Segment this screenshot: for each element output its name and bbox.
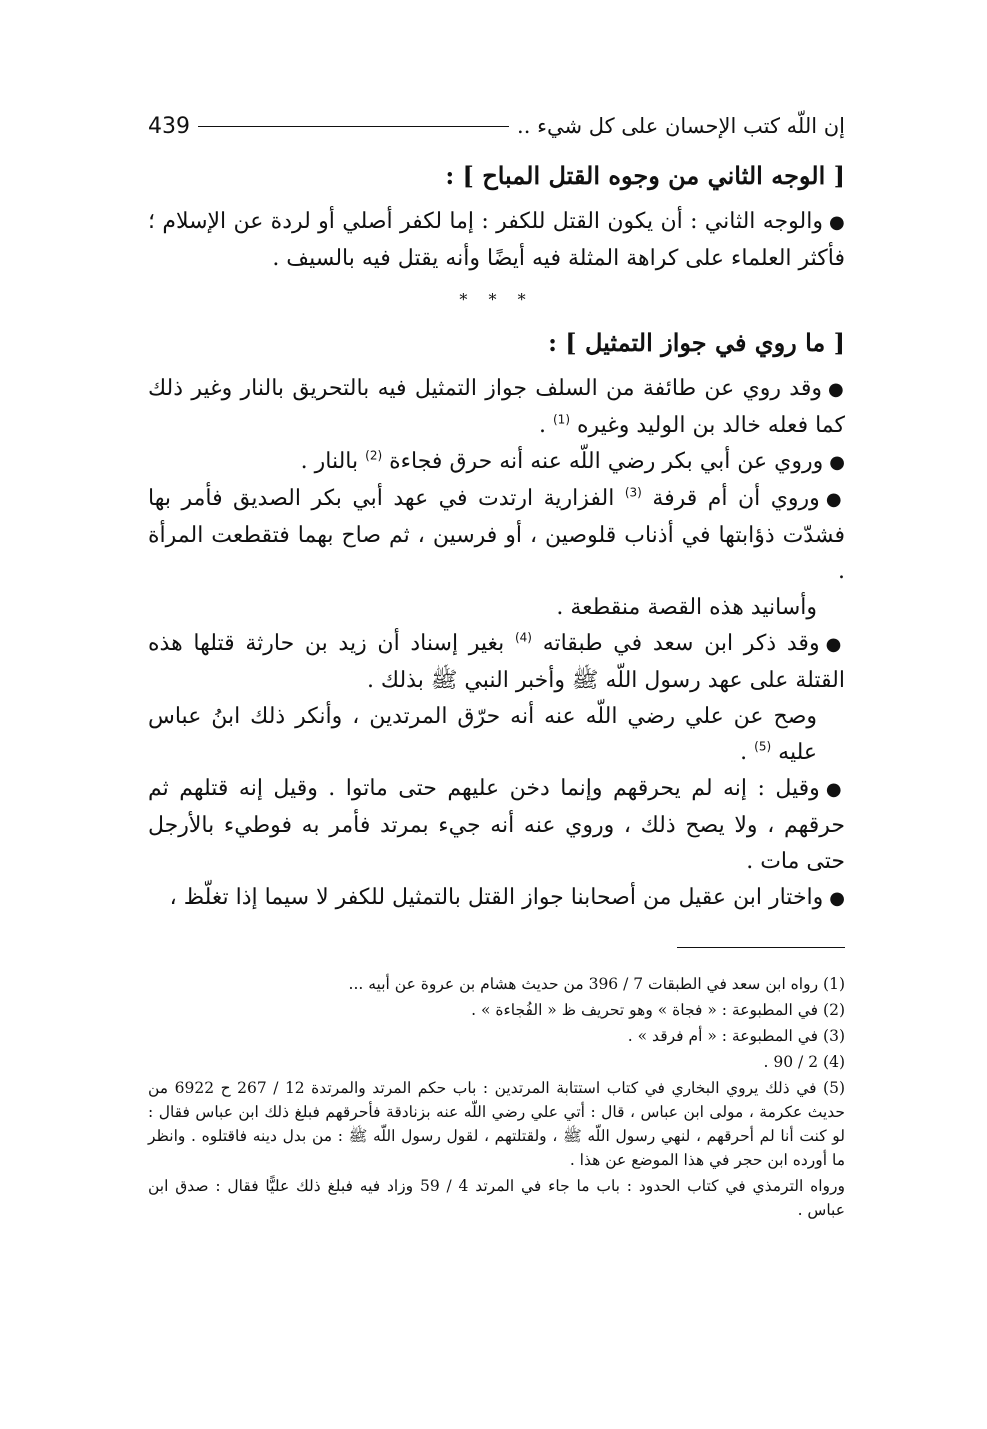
paragraph-chains-broken: وأسانيد هذه القصة منقطعة . [556,595,817,620]
bullet-icon: ● [825,779,845,800]
bullet-icon: ● [829,452,845,473]
paragraph-umm-qirfa: ●وروي أن أم قرفة $^{(3)}$ الفزارية ارتدت في عهد أبي بكر الصديق فأمر بها فشدّت ذؤابتها في أذناب قلوصين ، أو فرسين ، ثم صاح بهما فتقطعت المرأة . [148,485,846,584]
paragraph-ali-burning: وصح عن علي رضي اللّه عنه أنه حرّق المرتدين ، وأنكر ذلك ابنُ عباس عليه $^{(5)}$ . [148,704,817,765]
bullet-icon: ● [828,212,845,233]
paragraph-ibn-aqil: ●واختار ابن عقيل من أصحابنا جواز القتل بالتمثيل للكفر لا سيما إذا تغلّظ ، [169,885,845,910]
paragraph-salaf-burning: ●وقد روي عن طائفة من السلف جواز التمثيل فيه بالتحريق بالنار وغير ذلك كما فعله خالد بن الوليد وغيره $^{(1)}$ . [148,376,845,438]
footnote-5-continued: ورواه الترمذي في كتاب الحدود : باب ما جاء في المرتد 4 / 59 وزاد فيه فبلغ ذلك عليًّا فقال : صدق ابن عباس . [148,1177,846,1219]
page-number: 439 [148,113,190,139]
paragraph-smoke: ●وقيل : إنه لم يحرقهم وإنما دخن عليهم حتى ماتوا . وقيل إنه قتلهم ثم حرقهم ، ولا يصح ذلك ، وروي عنه أنه جيء بمرتد فأمر به فوطيء بالأرجل حتى مات . [148,776,845,874]
bullet-icon: ● [825,634,845,655]
running-header [148,108,845,144]
paragraph-abu-bakr: ●وروي عن أبي بكر رضي اللّه عنه أنه حرق فجاءة $^{(2)}$ بالنار . [300,448,845,474]
footnote-3: (3) في المطبوعة : « أم فرقد » . [627,1027,845,1045]
footnote-ref-1[interactable]: (1) [552,412,570,427]
footnote-4: (4) 2 / 90 . [763,1053,845,1071]
bullet-icon: ● [829,888,845,909]
header-rule [198,126,509,127]
footnote-ref-5[interactable]: (5) [754,739,772,754]
section-separator: * * * [459,290,534,309]
book-page [148,108,845,1224]
footnote-2: (2) في المطبوعة : « فجاة » وهو تحريف ظ « الفُجاءة » . [471,1001,845,1019]
paragraph-second-aspect: ●والوجه الثاني : أن يكون القتل للكفر : إما لكفر أصلي أو لردة عن الإسلام ؛ فأكثر العلماء على كراهة المثلة فيه أيضًا وأنه يقتل فيه بالسيف . [148,209,845,271]
bullet-icon: ● [825,489,846,510]
section-heading-second-aspect: [ الوجه الثاني من وجوه القتل المباح ] : [445,161,845,190]
footnote-ref-2[interactable]: (2) [365,448,383,463]
bullet-icon: ● [827,379,845,400]
footnote-ref-4[interactable]: (4) [514,630,532,645]
footnote-1: (1) رواه ابن سعد في الطبقات 7 / 396 من حديث هشام بن عروة عن أبيه ... [348,975,845,993]
footnotes [148,972,845,1222]
running-title: إن اللّه كتب الإحسان على كل شيء .. [517,114,845,138]
footnote-ref-3[interactable]: (3) [624,485,642,500]
paragraph-ibn-saad: ●وقد ذكر ابن سعد في طبقاته $^{(4)}$ بغير إسناد أن زيد بن حارثة قتلها هذه القتلة على عهد رسول اللّه ﷺ وأخبر النبي ﷺ بذلك . [148,630,845,693]
footnote-separator [677,947,845,948]
footnote-5: (5) في ذلك يروي البخاري في كتاب استتابة المرتدين : باب حكم المرتد والمرتدة 12 / 267 ح 6922 من حديث عكرمة ، مولى ابن عباس ، قال : أتي علي رضي اللّه عنه بزنادقة فأحرقهم فبلغ ذلك ابن عباس فقال : لو كنت أنا لم أحرقهم ، لنهي رسول اللّه ﷺ ، ولقتلتهم ، لقول رسول اللّه ﷺ : من بدل دينه فاقتلوه . وانظر ما أورده ابن حجر في هذا الموضع عن هذا . [148,1079,846,1169]
section-heading-narrations: [ ما روي في جواز التمثيل ] : [548,328,845,357]
